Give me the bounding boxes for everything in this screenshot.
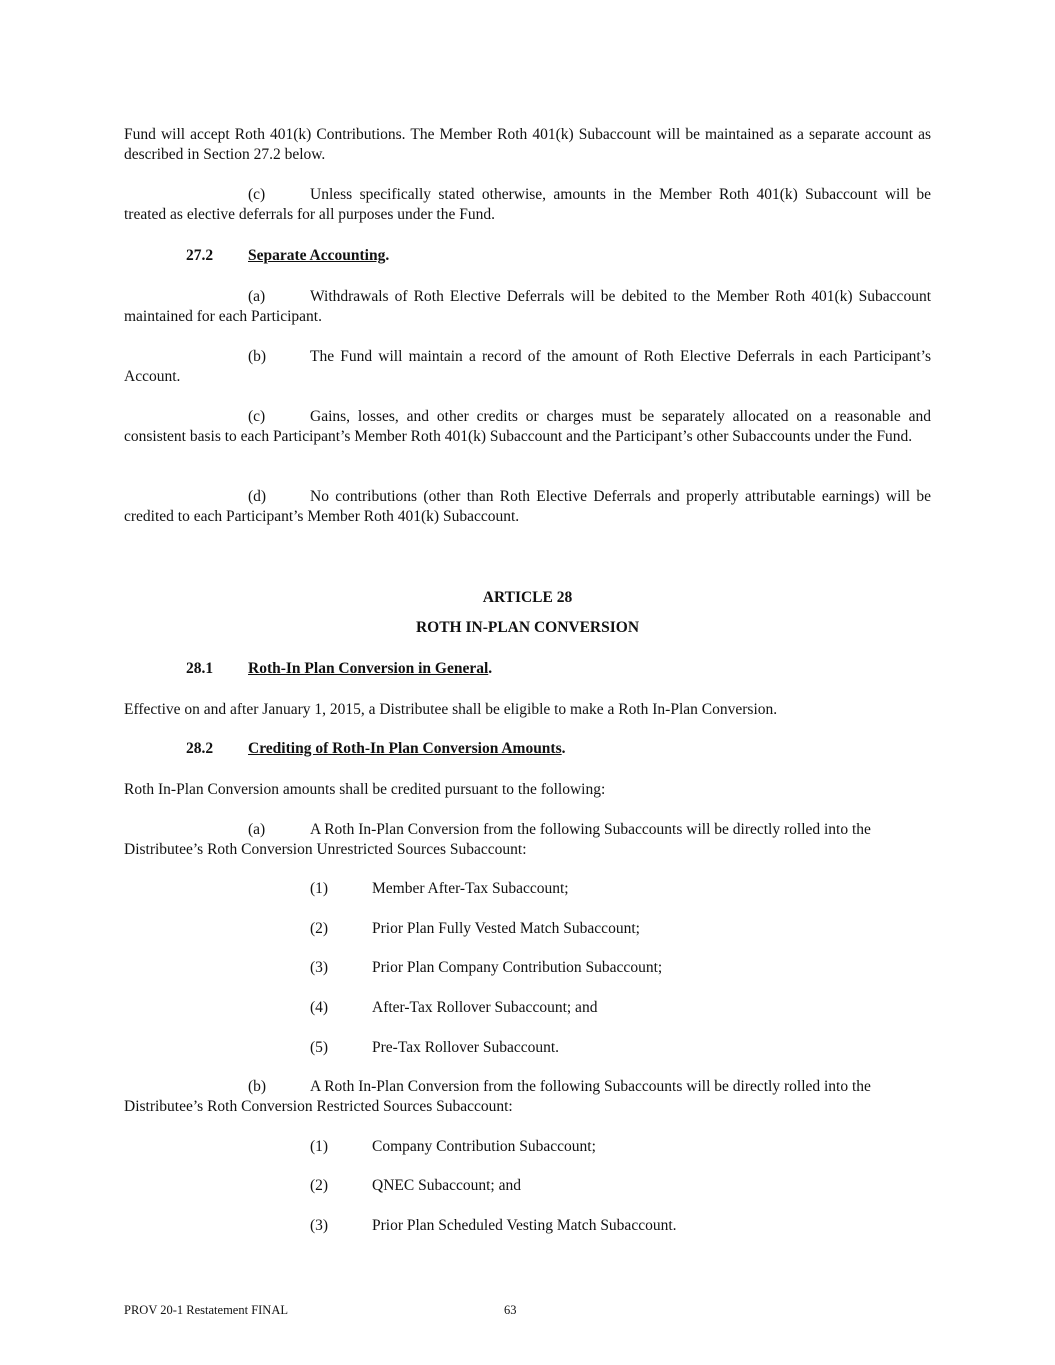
paragraph-c-top — [124, 185, 931, 225]
list-item-number: (2) — [310, 920, 329, 937]
list-item — [310, 919, 640, 939]
continuation-paragraph: Fund will accept Roth 401(k) Contributions. The Member Roth 401(k) Subaccount will be maintained as a separate account as described in Section 27.2 below. — [124, 126, 931, 163]
footer-page-number: 63 — [504, 1303, 517, 1317]
paragraph-text: The Fund will maintain a record of the amount of Roth Elective Deferrals in each Participant’s Account. — [124, 348, 931, 385]
section-title: Roth-In Plan Conversion in General — [248, 660, 489, 677]
section-heading-27-2: 27.2 Separate Accounting. — [186, 247, 390, 264]
paragraph-marker: (b) — [248, 348, 267, 365]
list-item — [310, 1137, 596, 1157]
paragraph-28-2-b — [124, 1077, 931, 1117]
paragraph-28-2-a — [124, 820, 931, 860]
list-item-number: (2) — [310, 1177, 329, 1194]
paragraph-marker: (c) — [248, 186, 266, 203]
list-item — [310, 1176, 521, 1196]
list-item — [310, 879, 569, 899]
paragraph-27-2-a — [124, 287, 931, 327]
list-item-text: Member After-Tax Subaccount; — [372, 880, 569, 897]
article-title: ROTH IN-PLAN CONVERSION — [415, 619, 640, 636]
paragraph-27-2-c — [124, 407, 931, 447]
section-heading-28-1: 28.1 Roth-In Plan Conversion in General. — [186, 660, 493, 677]
list-item-number: (5) — [310, 1039, 329, 1056]
list-item — [310, 958, 662, 978]
list-item-text: Pre-Tax Rollover Subaccount. — [372, 1039, 560, 1056]
list-item-text: Company Contribution Subaccount; — [372, 1138, 596, 1155]
section-number: 28.2 — [186, 740, 214, 757]
paragraph-marker: (c) — [248, 408, 266, 425]
list-item-text: QNEC Subaccount; and — [372, 1177, 521, 1194]
footer-document-name: PROV 20-1 Restatement FINAL — [124, 1303, 288, 1317]
list-item-text: Prior Plan Fully Vested Match Subaccount; — [372, 920, 640, 937]
list-item-number: (1) — [310, 1138, 329, 1155]
paragraph-28-2-intro: Roth In-Plan Conversion amounts shall be credited pursuant to the following: — [124, 781, 606, 798]
paragraph-marker: (a) — [248, 288, 266, 305]
list-item-number: (3) — [310, 1217, 329, 1234]
paragraph-text: A Roth In-Plan Conversion from the following Subaccounts will be directly rolled into the Distributee’s Roth Conversion Restricted Sources Subaccount: — [124, 1078, 871, 1115]
list-item — [310, 1216, 677, 1236]
list-item-text: Prior Plan Scheduled Vesting Match Subaccount. — [372, 1217, 677, 1234]
list-item-text: Prior Plan Company Contribution Subaccount; — [372, 959, 663, 976]
paragraph-text: Unless specifically stated otherwise, amounts in the Member Roth 401(k) Subaccount will be treated as elective deferrals for all purposes under the Fund. — [124, 186, 931, 223]
list-item-number: (1) — [310, 880, 329, 897]
paragraph-marker: (d) — [248, 488, 267, 505]
list-item-text: After-Tax Rollover Subaccount; and — [372, 999, 598, 1016]
paragraph-27-2-d — [124, 487, 931, 527]
section-heading-28-2: 28.2 Crediting of Roth-In Plan Conversion Amounts. — [186, 740, 566, 757]
paragraph-text: A Roth In-Plan Conversion from the following Subaccounts will be directly rolled into the Distributee’s Roth Conversion Unrestricted Sources Subaccount: — [124, 821, 871, 858]
list-item-number: (3) — [310, 959, 329, 976]
paragraph-text: Gains, losses, and other credits or charges must be separately allocated on a reasonable and consistent basis to each Participant’s Member Roth 401(k) Subaccount and the Participant’s other Subaccounts under the Fund. — [124, 408, 931, 445]
list-item — [310, 998, 597, 1018]
article-heading: ARTICLE 28 — [482, 589, 573, 606]
paragraph-marker: (a) — [248, 821, 266, 838]
paragraph-marker: (b) — [248, 1078, 267, 1095]
section-number: 28.1 — [186, 660, 214, 677]
paragraph-27-2-b — [124, 347, 931, 387]
section-number: 27.2 — [186, 247, 214, 264]
section-title: Separate Accounting — [248, 247, 386, 264]
paragraph-text: Withdrawals of Roth Elective Deferrals will be debited to the Member Roth 401(k) Subaccount maintained for each Participant. — [124, 288, 931, 325]
paragraph-text: No contributions (other than Roth Elective Deferrals and properly attributable earnings) will be credited to each Participant’s Member Roth 401(k) Subaccount. — [124, 488, 931, 525]
paragraph-28-1: Effective on and after January 1, 2015, a Distributee shall be eligible to make a Roth In-Plan Conversion. — [124, 701, 778, 718]
section-title: Crediting of Roth-In Plan Conversion Amounts — [248, 740, 562, 757]
list-item — [310, 1038, 559, 1058]
list-item-number: (4) — [310, 999, 329, 1016]
